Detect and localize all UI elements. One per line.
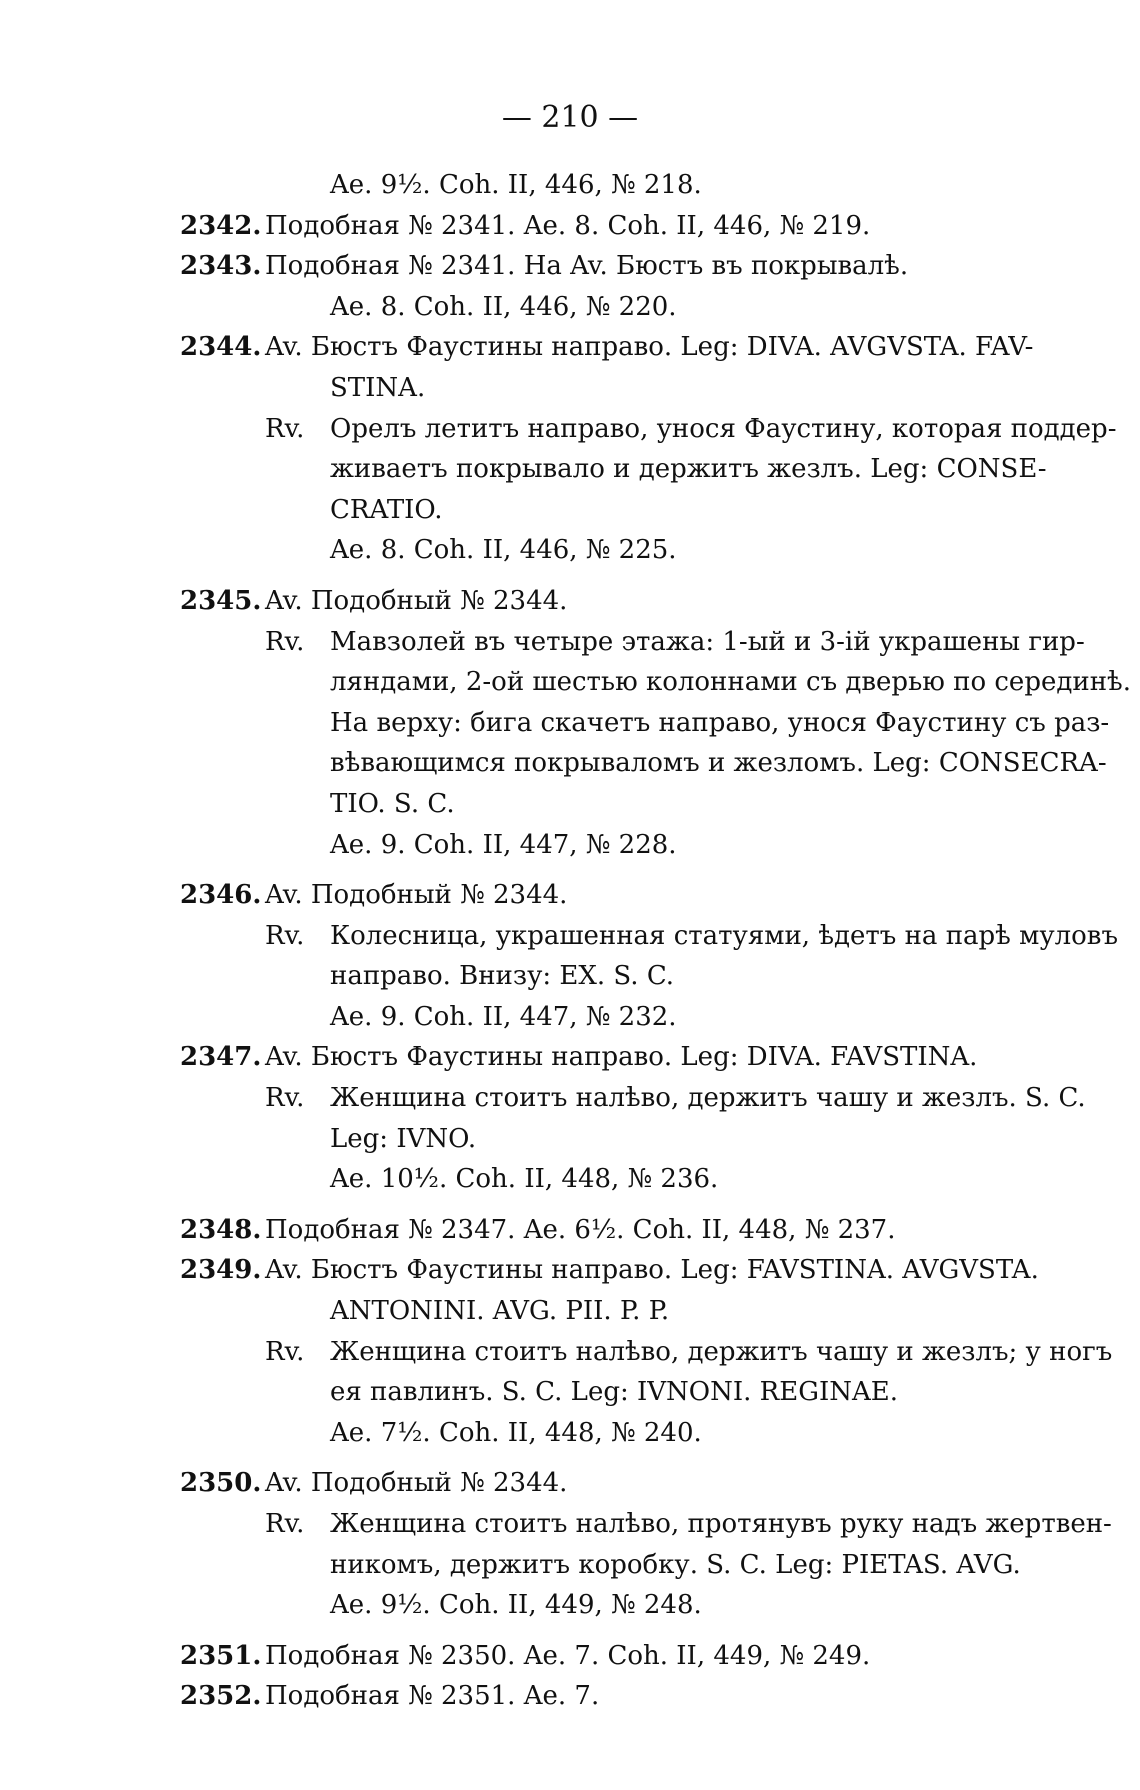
line-text: Подобная № 2347. Ae. 6½. Coh. II, 448, № 237. (265, 1214, 896, 1245)
line-text: Подобная № 2351. Ae. 7. (265, 1681, 600, 1712)
line-text: Av. Подобный № 2344. (265, 1468, 568, 1499)
text-line (0, 1250, 1140, 1291)
text-line (0, 1545, 1140, 1586)
line-text: Орелъ летитъ направо, унося Фаустину, которая поддер- (330, 413, 1117, 444)
line-text: Av. Бюстъ Фаустины направо. Leg: FAVSTINA. AVGVSTA. (265, 1255, 1039, 1286)
entry-number: 2342. (180, 210, 262, 241)
reverse-label: Rv. (265, 1083, 305, 1114)
text-line (0, 1636, 1140, 1677)
line-text: Ae. 9. Coh. II, 447, № 228. (330, 829, 677, 860)
text-line (0, 1413, 1140, 1454)
line-text: Av. Подобный № 2344. (265, 585, 568, 616)
entry-number: 2350. (180, 1468, 262, 1499)
line-text: Подобная № 2350. Ae. 7. Coh. II, 449, № 249. (265, 1640, 871, 1671)
text-line (0, 875, 1140, 916)
text-line (0, 327, 1140, 368)
line-text: На верху: бига скачетъ направо, унося Фаустину съ раз- (330, 707, 1110, 738)
text-line (0, 1037, 1140, 1078)
text-line (0, 1585, 1140, 1626)
reverse-label: Rv. (265, 626, 305, 657)
text-line (0, 449, 1140, 490)
line-text: ея павлинъ. S. C. Leg: IVNONI. REGINAE. (330, 1377, 899, 1408)
text-line (0, 784, 1140, 825)
reverse-label: Rv. (265, 920, 305, 951)
entry-number: 2351. (180, 1640, 262, 1671)
reverse-label: Rv. (265, 413, 305, 444)
text-line (0, 409, 1140, 450)
text-line (0, 1291, 1140, 1332)
line-text: Av. Подобный № 2344. (265, 880, 568, 911)
text-line (0, 1210, 1140, 1251)
line-text: Av. Бюстъ Фаустины направо. Leg: DIVA. FAVSTINA. (265, 1042, 978, 1073)
text-line (0, 703, 1140, 744)
line-text: Подобная № 2341. На Av. Бюстъ въ покрывалѣ. (265, 251, 909, 282)
text-line (0, 662, 1140, 703)
line-text: STINA. (330, 372, 426, 403)
line-text: Женщина стоитъ налѣво, протянувъ руку надъ жертвен- (330, 1509, 1112, 1539)
line-text: вѣвающимся покрываломъ и жезломъ. Leg: CONSECRA- (330, 748, 1107, 779)
text-line (0, 1119, 1140, 1160)
text-line (0, 1504, 1140, 1545)
text-line (0, 165, 1140, 206)
line-text: ANTONINI. AVG. PII. P. P. (330, 1296, 670, 1327)
entry-number: 2349. (180, 1255, 262, 1286)
text-line (0, 825, 1140, 866)
line-text: направо. Внизу: EX. S. C. (330, 961, 675, 992)
text-line (0, 246, 1140, 287)
text-line (0, 1332, 1140, 1373)
entry-number: 2348. (180, 1214, 262, 1245)
text-line (0, 743, 1140, 784)
entry-number: 2352. (180, 1681, 262, 1712)
text-line (0, 956, 1140, 997)
entry-number: 2346. (180, 880, 262, 911)
text-line (0, 1676, 1140, 1717)
line-text: Leg: IVNO. (330, 1123, 477, 1154)
line-text: Женщина стоитъ налѣво, держитъ чашу и жезлъ; у ногъ (330, 1336, 1113, 1367)
line-text: Женщина стоитъ налѣво, держитъ чашу и жезлъ. S. C. (330, 1083, 1086, 1114)
text-line (0, 490, 1140, 531)
entry-number: 2343. (180, 251, 262, 282)
line-text: Подобная № 2341. Ae. 8. Coh. II, 446, № 219. (265, 210, 871, 241)
line-text: Ae. 9. Coh. II, 447, № 232. (330, 1001, 677, 1032)
line-text: TIO. S. C. (330, 788, 455, 819)
text-line (0, 622, 1140, 663)
line-text: Av. Бюстъ Фаустины направо. Leg: DIVA. AVGVSTA. FAV- (265, 332, 1034, 363)
line-text: никомъ, держитъ коробку. S. C. Leg: PIETAS. AVG. (330, 1549, 1021, 1580)
text-line (0, 1159, 1140, 1200)
line-text: Ae. 7½. Coh. II, 448, № 240. (330, 1417, 702, 1448)
reverse-label: Rv. (265, 1336, 305, 1367)
line-text: CRATIO. (330, 494, 443, 525)
text-line (0, 997, 1140, 1038)
text-line (0, 530, 1140, 571)
entry-number: 2344. (180, 332, 262, 363)
text-line (0, 368, 1140, 409)
entry-number: 2347. (180, 1042, 262, 1073)
text-line (0, 287, 1140, 328)
line-text: ляндами, 2-ой шестью колоннами съ дверью по серединѣ. (330, 667, 1131, 698)
line-text: живаетъ покрывало и держитъ жезлъ. Leg: CONSE- (330, 454, 1047, 485)
text-line (0, 1078, 1140, 1119)
text-line (0, 916, 1140, 957)
line-text: Ae. 8. Coh. II, 446, № 225. (330, 535, 677, 566)
reverse-label: Rv. (265, 1509, 305, 1539)
catalog-entries (0, 165, 1140, 1717)
text-line (0, 1372, 1140, 1413)
line-text: Мавзолей въ четыре этажа: 1-ый и 3-ій украшены гир- (330, 626, 1085, 657)
entry-number: 2345. (180, 585, 262, 616)
line-text: Ae. 8. Coh. II, 446, № 220. (330, 291, 677, 322)
text-line (0, 581, 1140, 622)
text-line (0, 1463, 1140, 1504)
line-text: Ae. 10½. Coh. II, 448, № 236. (330, 1164, 719, 1195)
line-text: Ae. 9½. Coh. II, 449, № 248. (330, 1590, 702, 1621)
line-text: Колесница, украшенная статуями, ѣдетъ на парѣ муловъ (330, 920, 1118, 951)
text-line (0, 206, 1140, 247)
page-number: — 210 — (501, 100, 639, 135)
line-text: Ae. 9½. Coh. II, 446, № 218. (330, 170, 702, 200)
